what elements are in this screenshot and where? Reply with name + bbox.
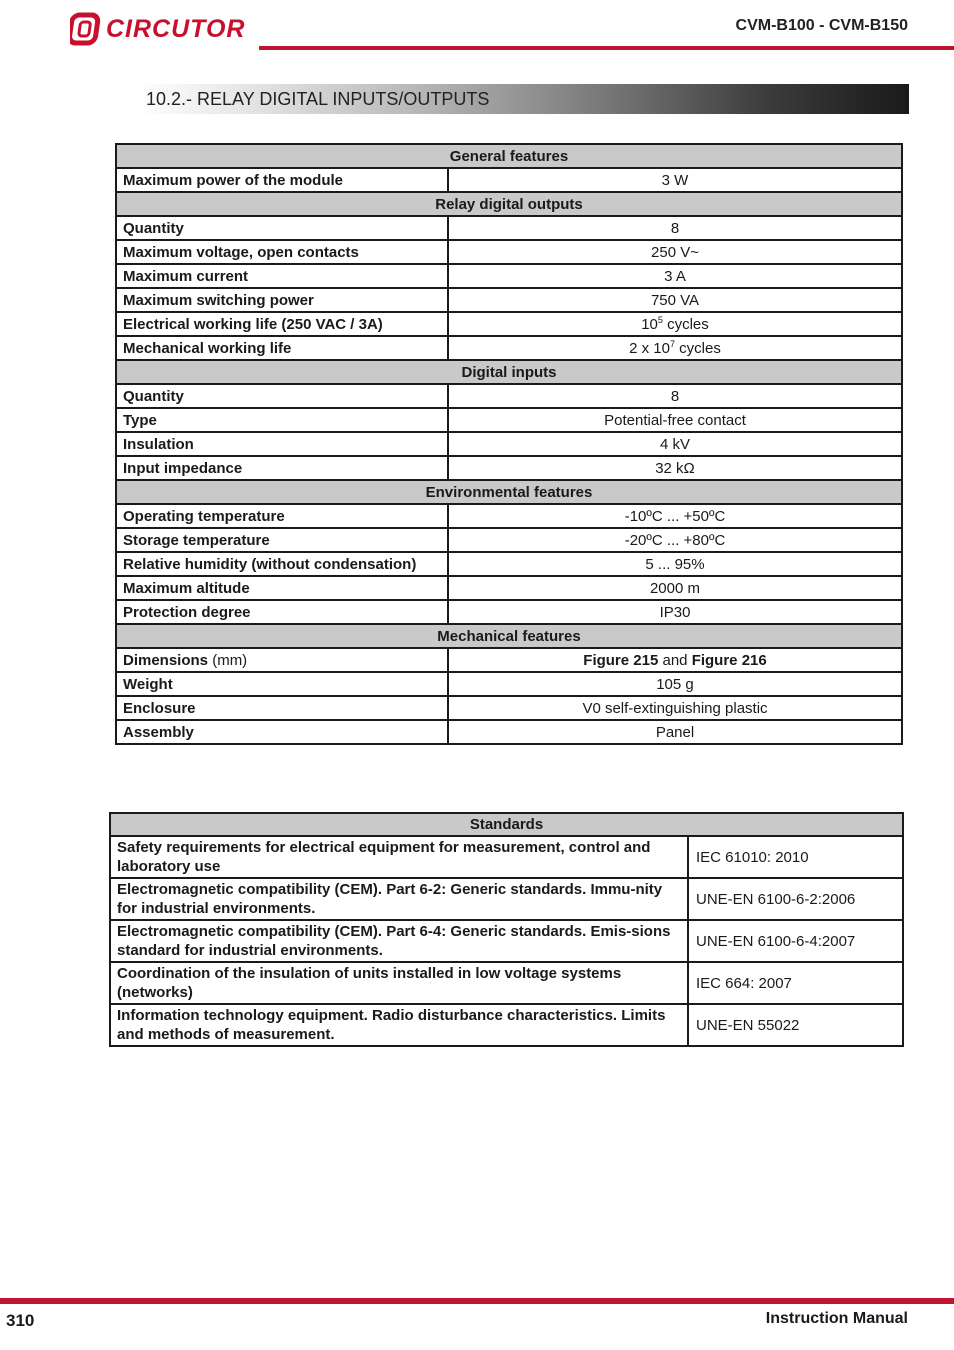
row-value: IP30 [448, 600, 902, 624]
row-label: Maximum switching power [116, 288, 448, 312]
row-label: Assembly [116, 720, 448, 744]
dimensions-unit: (mm) [208, 651, 248, 669]
row-value [448, 648, 902, 672]
table-row [116, 720, 902, 744]
table-row [116, 168, 902, 192]
header-rule [259, 46, 954, 50]
table-row [116, 672, 902, 696]
value-exponent: 5 [657, 314, 663, 325]
table-row [116, 264, 902, 288]
standard-code: UNE-EN 55022 [688, 1004, 903, 1046]
dimensions-label: Dimensions [123, 651, 209, 669]
specifications-table [115, 143, 903, 745]
value-base: 10 [641, 315, 658, 333]
figure-reference-link[interactable]: Figure 215 [583, 651, 659, 669]
table-row [116, 456, 902, 480]
standard-code: UNE-EN 6100-6-4:2007 [688, 920, 903, 962]
standards-table [109, 812, 904, 1047]
table-row [110, 962, 903, 1004]
value-exponent: 7 [670, 338, 676, 349]
table-row [116, 552, 902, 576]
standard-code: IEC 664: 2007 [688, 962, 903, 1004]
row-label: Maximum current [116, 264, 448, 288]
table-row [110, 1004, 903, 1046]
section-title: 10.2.- RELAY DIGITAL INPUTS/OUTPUTS [146, 89, 490, 109]
row-value: 105 g [448, 672, 902, 696]
standard-code: UNE-EN 6100-6-2:2006 [688, 878, 903, 920]
table-row [116, 528, 902, 552]
page-number: 310 [6, 1311, 35, 1330]
table-row [110, 836, 903, 878]
row-label: Storage temperature [116, 528, 448, 552]
row-label: Quantity [116, 216, 448, 240]
value-base: 2 x 10 [629, 339, 670, 357]
table-row [116, 504, 902, 528]
row-label: Electrical working life (250 VAC / 3A) [116, 312, 448, 336]
row-label: Protection degree [116, 600, 448, 624]
row-value: 5 ... 95% [448, 552, 902, 576]
standard-description: Safety requirements for electrical equipment for measurement, control and laboratory use [110, 836, 688, 878]
table-row [116, 576, 902, 600]
table-row [116, 600, 902, 624]
table-row [110, 878, 903, 920]
table-row [116, 408, 902, 432]
value-unit: cycles [662, 315, 709, 333]
row-label: Relative humidity (without condensation) [116, 552, 448, 576]
row-value: -20ºC ... +80ºC [448, 528, 902, 552]
row-value: 32 kΩ [448, 456, 902, 480]
table-row [116, 648, 902, 672]
table-row [116, 384, 902, 408]
standard-description: Electromagnetic compatibility (CEM). Part 6-2: Generic standards. Immu-nity for industrial environments. [110, 878, 688, 920]
value-unit: cycles [675, 339, 721, 357]
table-row [116, 696, 902, 720]
row-label: Type [116, 408, 448, 432]
row-label: Maximum power of the module [116, 168, 448, 192]
row-value [448, 312, 902, 336]
table-row [116, 240, 902, 264]
standard-description: Information technology equipment. Radio disturbance characteristics. Limits and methods of measurement. [110, 1004, 688, 1046]
table-row [110, 920, 903, 962]
row-value: 8 [448, 384, 902, 408]
section-heading-bar [136, 84, 909, 114]
row-label: Enclosure [116, 696, 448, 720]
row-label: Maximum altitude [116, 576, 448, 600]
row-label: Weight [116, 672, 448, 696]
row-label: Maximum voltage, open contacts [116, 240, 448, 264]
table-row [116, 312, 902, 336]
group-heading-relay: Relay digital outputs [116, 192, 902, 216]
group-heading-digital-inputs: Digital inputs [116, 360, 902, 384]
table-row [116, 432, 902, 456]
brand-logo [70, 10, 245, 48]
row-value: V0 self-extinguishing plastic [448, 696, 902, 720]
figure-reference-link[interactable]: Figure 216 [691, 651, 767, 669]
brand-name: CIRCUTOR [106, 14, 246, 43]
row-value [448, 336, 902, 360]
group-heading-environmental: Environmental features [116, 480, 902, 504]
table-row [116, 336, 902, 360]
document-title: CVM-B100 - CVM-B150 [735, 17, 908, 34]
footer-title: Instruction Manual [765, 1310, 908, 1327]
standard-code: IEC 61010: 2010 [688, 836, 903, 878]
row-label: Mechanical working life [116, 336, 448, 360]
row-label: Operating temperature [116, 504, 448, 528]
group-heading-mechanical: Mechanical features [116, 624, 902, 648]
row-value: Potential-free contact [448, 408, 902, 432]
group-row [116, 144, 902, 168]
circutor-logo-icon [70, 12, 102, 46]
group-row [116, 360, 902, 384]
row-value: 3 W [448, 168, 902, 192]
row-value: 3 A [448, 264, 902, 288]
row-value: 8 [448, 216, 902, 240]
group-heading-standards: Standards [110, 813, 903, 836]
standard-description: Coordination of the insulation of units installed in low voltage systems (networks) [110, 962, 688, 1004]
row-value: 750 VA [448, 288, 902, 312]
row-label: Quantity [116, 384, 448, 408]
group-row [116, 192, 902, 216]
group-row [116, 480, 902, 504]
row-value: 2000 m [448, 576, 902, 600]
value-join: and [658, 651, 692, 669]
footer-rule [0, 1298, 954, 1304]
row-value: 4 kV [448, 432, 902, 456]
row-label [116, 648, 448, 672]
group-row [116, 624, 902, 648]
standard-description: Electromagnetic compatibility (CEM). Part 6-4: Generic standards. Emis-sions standard for industrial environments. [110, 920, 688, 962]
group-row [110, 813, 903, 836]
table-row [116, 288, 902, 312]
row-label: Insulation [116, 432, 448, 456]
table-row [116, 216, 902, 240]
group-heading-general: General features [116, 144, 902, 168]
row-label: Input impedance [116, 456, 448, 480]
row-value: Panel [448, 720, 902, 744]
row-value: -10ºC ... +50ºC [448, 504, 902, 528]
row-value: 250 V~ [448, 240, 902, 264]
